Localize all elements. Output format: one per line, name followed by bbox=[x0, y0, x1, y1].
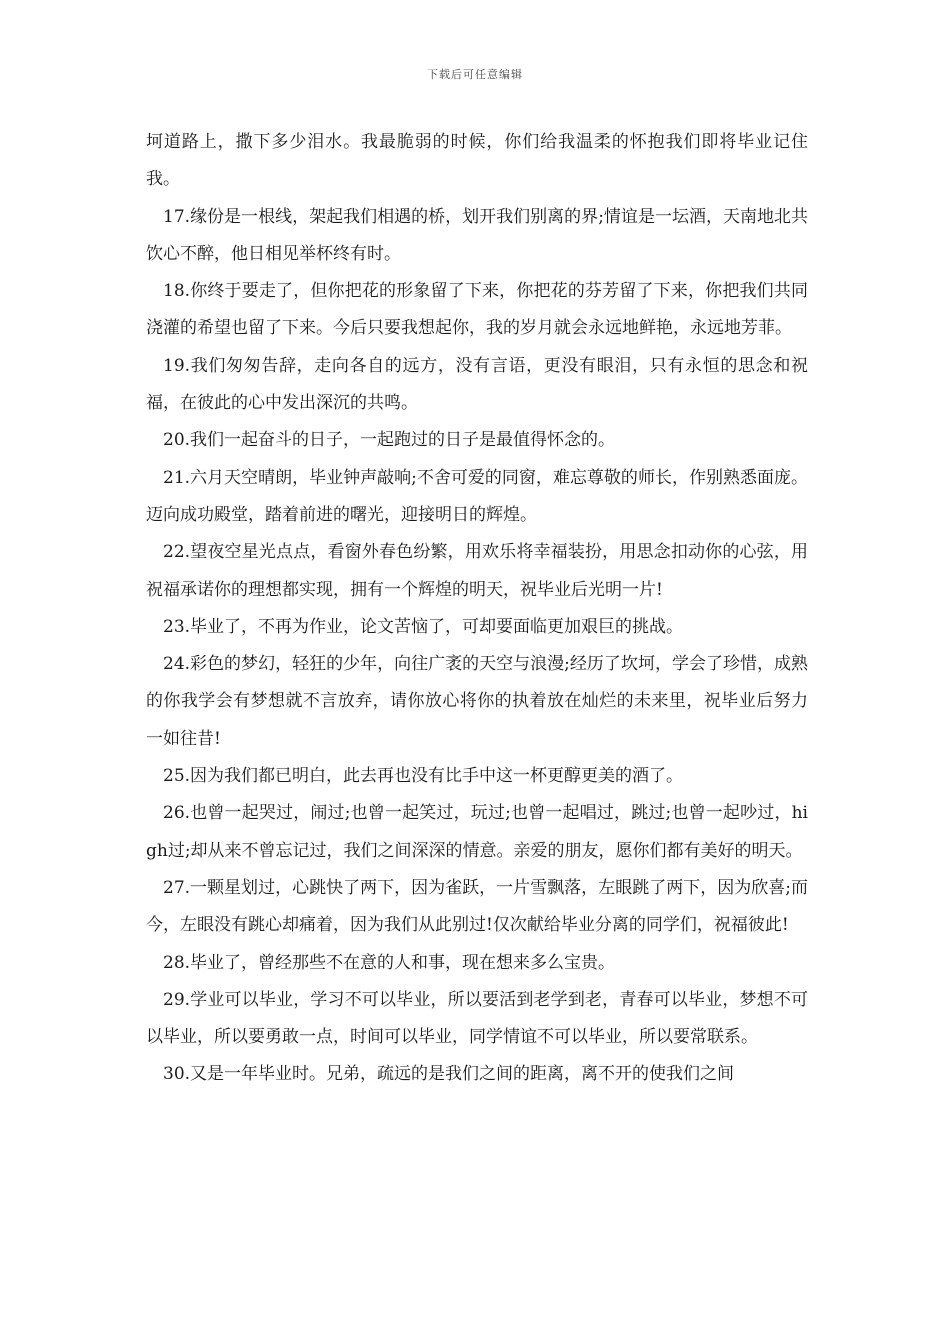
paragraph: 29.学业可以毕业，学习不可以毕业，所以要活到老学到老，青春可以毕业，梦想不可以毕业，所以要勇敢一点，时间可以毕业，同学情谊不可以毕业，所以要常联系。 bbox=[146, 989, 808, 1048]
document-body bbox=[146, 124, 808, 1094]
paragraph: 坷道路上，撒下多少泪水。我最脆弱的时候，你们给我温柔的怀抱我们即将毕业记住我。 bbox=[146, 132, 808, 190]
paragraph: 25.因为我们都已明白，此去再也没有比手中这一杯更醇更美的酒了。 bbox=[163, 766, 684, 787]
paragraph: 18.你终于要走了，但你把花的形象留了下来，你把花的芬芳留了下来，你把我们共同浇灌的希望也留了下来。今后只要我想起你，我的岁月就会永远地鲜艳，永远地芳菲。 bbox=[146, 281, 808, 339]
paragraph: 23.毕业了，不再为作业，论文苦恼了，可却要面临更加艰巨的挑战。 bbox=[163, 616, 684, 637]
paragraph: 24.彩色的梦幻，轻狂的少年，向往广袤的天空与浪漫;经历了坎坷，学会了珍惜，成熟的你我学会有梦想就不言放弃，请你放心将你的执着放在灿烂的未来里，祝毕业后努力一如往昔! bbox=[146, 654, 808, 749]
paragraph: 26.也曾一起哭过，闹过;也曾一起笑过，玩过;也曾一起唱过，跳过;也曾一起吵过，high过;却从来不曾忘记过，我们之间深深的情意。亲爱的朋友，愿你们都有美好的明天。 bbox=[146, 803, 808, 861]
paragraph: 30.又是一年毕业时。兄弟，疏远的是我们之间的距离，离不开的使我们之间 bbox=[163, 1064, 735, 1085]
paragraph: 21.六月天空晴朗，毕业钟声敲响;不舍可爱的同窗，难忘尊敬的师长，作别熟悉面庞。迈向成功殿堂，踏着前进的曙光，迎接明日的辉煌。 bbox=[146, 467, 808, 525]
paragraph: 17.缘份是一根线，架起我们相遇的桥，划开我们别离的界;情谊是一坛酒，天南地北共饮心不醉，他日相见举杯终有时。 bbox=[146, 206, 808, 264]
paragraph: 20.我们一起奋斗的日子，一起跑过的日子是最值得怀念的。 bbox=[163, 430, 616, 451]
paragraph: 22.望夜空星光点点，看窗外春色纷繁，用欢乐将幸福装扮，用思念扣动你的心弦，用祝福承诺你的理想都实现，拥有一个辉煌的明天，祝毕业后光明一片! bbox=[146, 542, 808, 600]
paragraph: 27.一颗星划过，心跳快了两下，因为雀跃，一片雪飘落，左眼跳了两下，因为欣喜;而今，左眼没有跳心却痛着，因为我们从此别过!仅次献给毕业分离的同学们，祝福彼此! bbox=[146, 877, 808, 936]
paragraph: 19.我们匆匆告辞，走向各自的远方，没有言语，更没有眼泪，只有永恒的思念和祝福，在彼此的心中发出深沉的共鸣。 bbox=[146, 355, 808, 414]
header-note: 下载后可任意编辑 bbox=[427, 68, 523, 81]
paragraph: 28.毕业了，曾经那些不在意的人和事，现在想来多么宝贵。 bbox=[163, 952, 616, 973]
